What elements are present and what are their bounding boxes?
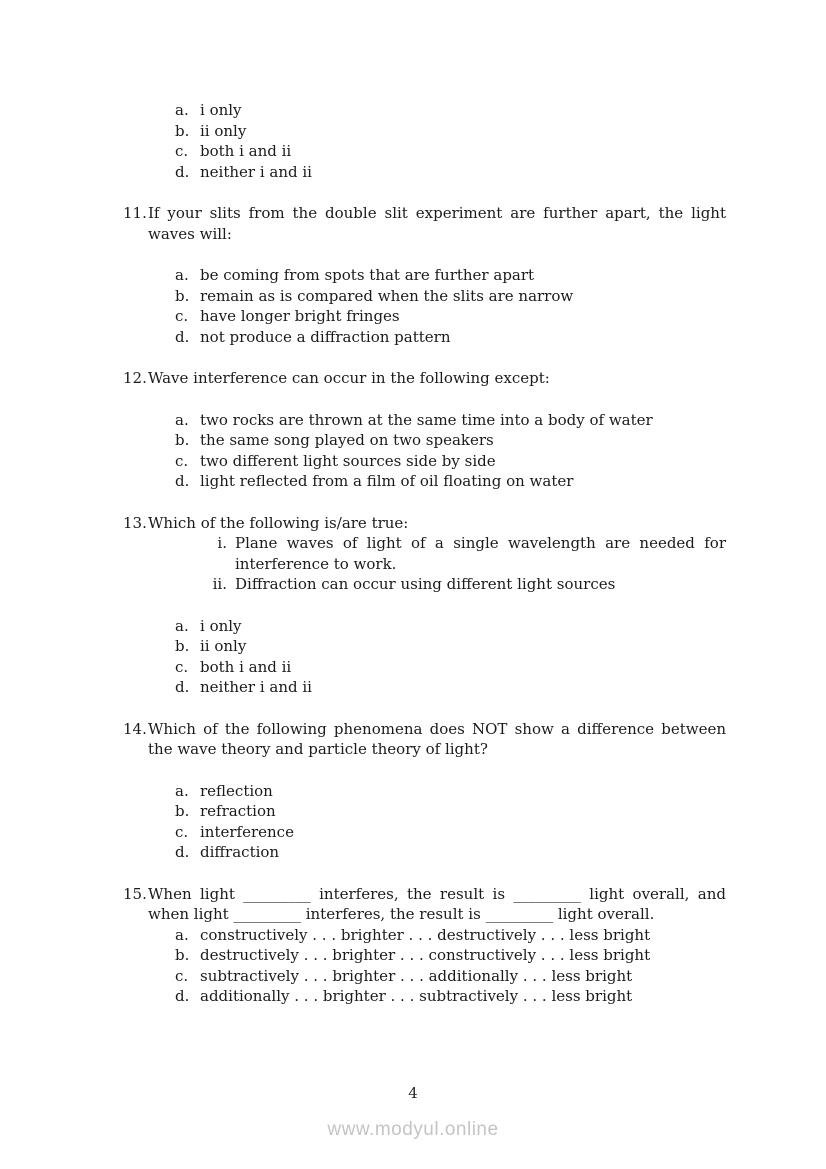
option-text: ii only bbox=[200, 637, 247, 655]
option-letter: b. bbox=[175, 637, 190, 655]
option-item bbox=[175, 327, 726, 348]
option-item bbox=[175, 306, 726, 327]
option-item bbox=[175, 842, 726, 863]
option-letter: c. bbox=[175, 307, 189, 325]
option-text: ii only bbox=[200, 121, 247, 140]
question-14 bbox=[123, 719, 726, 760]
option-item bbox=[175, 100, 726, 121]
question-13-options bbox=[175, 616, 726, 698]
option-text: be coming from spots that are further apart bbox=[200, 266, 535, 284]
option-text: reflection bbox=[200, 781, 273, 800]
option-text: additionally . . . brighter . . . subtractively . . . less bright bbox=[200, 987, 633, 1005]
option-item bbox=[175, 677, 726, 698]
option-letter: d. bbox=[175, 843, 190, 861]
question-12-options bbox=[175, 410, 726, 492]
option-item bbox=[175, 162, 726, 183]
option-letter: a. bbox=[175, 410, 189, 429]
option-text: have longer bright fringes bbox=[200, 307, 400, 325]
option-item bbox=[175, 471, 726, 492]
option-item bbox=[175, 286, 726, 307]
option-letter: a. bbox=[175, 101, 189, 119]
option-item bbox=[175, 430, 726, 451]
option-text: remain as is compared when the slits are narrow bbox=[200, 286, 574, 305]
option-text: two different light sources side by side bbox=[200, 451, 496, 470]
option-text: the same song played on two speakers bbox=[200, 431, 494, 449]
option-item bbox=[175, 925, 726, 946]
option-letter: d. bbox=[175, 678, 190, 696]
option-letter: c. bbox=[175, 966, 189, 985]
option-letter: b. bbox=[175, 946, 190, 964]
option-item bbox=[175, 265, 726, 286]
page-content bbox=[123, 100, 726, 1007]
option-letter: c. bbox=[175, 451, 189, 470]
option-letter: c. bbox=[175, 657, 189, 676]
option-item bbox=[175, 451, 726, 472]
option-text: neither i and ii bbox=[200, 678, 312, 696]
question-text: If your slits from the double slit experiment are further apart, the light waves will: bbox=[148, 204, 726, 243]
question-number: 15. bbox=[123, 884, 147, 903]
question-13 bbox=[123, 513, 726, 534]
option-item bbox=[175, 822, 726, 843]
option-text: both i and ii bbox=[200, 142, 292, 160]
sub-item-numeral: i. bbox=[217, 534, 227, 552]
option-text: both i and ii bbox=[200, 657, 292, 676]
option-text: interference bbox=[200, 822, 294, 841]
sub-item-text: Plane waves of light of a single wavelength are needed for interference to work. bbox=[235, 534, 726, 573]
option-item bbox=[175, 781, 726, 802]
question-12 bbox=[123, 368, 726, 389]
option-text: destructively . . . brighter . . . constructively . . . less bright bbox=[200, 946, 651, 964]
carryover-options-list bbox=[175, 100, 726, 182]
option-letter: a. bbox=[175, 925, 189, 944]
sub-item-text: Diffraction can occur using different light sources bbox=[235, 575, 616, 593]
option-item bbox=[175, 636, 726, 657]
page-number: 4 bbox=[408, 1084, 418, 1102]
question-15-options bbox=[175, 925, 726, 1007]
option-item bbox=[175, 657, 726, 678]
option-item bbox=[175, 945, 726, 966]
option-letter: c. bbox=[175, 822, 189, 841]
option-text: constructively . . . brighter . . . destructively . . . less bright bbox=[200, 925, 651, 944]
option-item bbox=[175, 410, 726, 431]
option-item bbox=[175, 141, 726, 162]
option-text: subtractively . . . brighter . . . additionally . . . less bright bbox=[200, 966, 633, 985]
question-14-options bbox=[175, 781, 726, 863]
option-item bbox=[175, 966, 726, 987]
option-letter: a. bbox=[175, 781, 189, 800]
question-11-options bbox=[175, 265, 726, 347]
option-letter: b. bbox=[175, 286, 190, 305]
option-letter: d. bbox=[175, 327, 190, 346]
option-text: not produce a diffraction pattern bbox=[200, 327, 451, 346]
sub-item bbox=[212, 533, 726, 574]
watermark: www.modyul.online bbox=[327, 1119, 499, 1140]
question-number: 13. bbox=[123, 513, 147, 532]
question-15 bbox=[123, 884, 726, 925]
option-text: diffraction bbox=[200, 843, 280, 861]
question-text: Wave interference can occur in the following except: bbox=[148, 369, 550, 387]
sub-item-numeral: ii. bbox=[212, 575, 227, 593]
option-letter: a. bbox=[175, 616, 189, 635]
option-text: two rocks are thrown at the same time into a body of water bbox=[200, 410, 653, 429]
question-11 bbox=[123, 203, 726, 244]
option-item bbox=[175, 121, 726, 142]
option-letter: b. bbox=[175, 802, 190, 820]
question-number: 12. bbox=[123, 369, 147, 387]
option-letter: b. bbox=[175, 121, 190, 140]
option-letter: d. bbox=[175, 472, 190, 490]
option-letter: d. bbox=[175, 987, 190, 1005]
option-letter: c. bbox=[175, 142, 189, 160]
question-text: When light _________ interferes, the result is _________ light overall, and when light _________ interferes, the result is _________ light overall. bbox=[148, 884, 726, 923]
question-text: Which of the following is/are true: bbox=[148, 513, 409, 532]
option-text: light reflected from a film of oil floating on water bbox=[200, 472, 574, 490]
question-text: Which of the following phenomena does NOT show a difference between the wave theory and particle theory of light? bbox=[148, 719, 726, 758]
question-13-subitems bbox=[212, 533, 726, 595]
option-letter: b. bbox=[175, 431, 190, 449]
option-text: i only bbox=[200, 616, 242, 635]
option-text: refraction bbox=[200, 802, 276, 820]
option-letter: d. bbox=[175, 162, 190, 181]
question-number: 14. bbox=[123, 719, 147, 738]
sub-item bbox=[212, 574, 726, 595]
option-item bbox=[175, 616, 726, 637]
option-letter: a. bbox=[175, 266, 189, 284]
option-item bbox=[175, 801, 726, 822]
question-number: 11. bbox=[123, 204, 147, 222]
option-item bbox=[175, 986, 726, 1007]
option-text: neither i and ii bbox=[200, 162, 312, 181]
option-text: i only bbox=[200, 101, 242, 119]
